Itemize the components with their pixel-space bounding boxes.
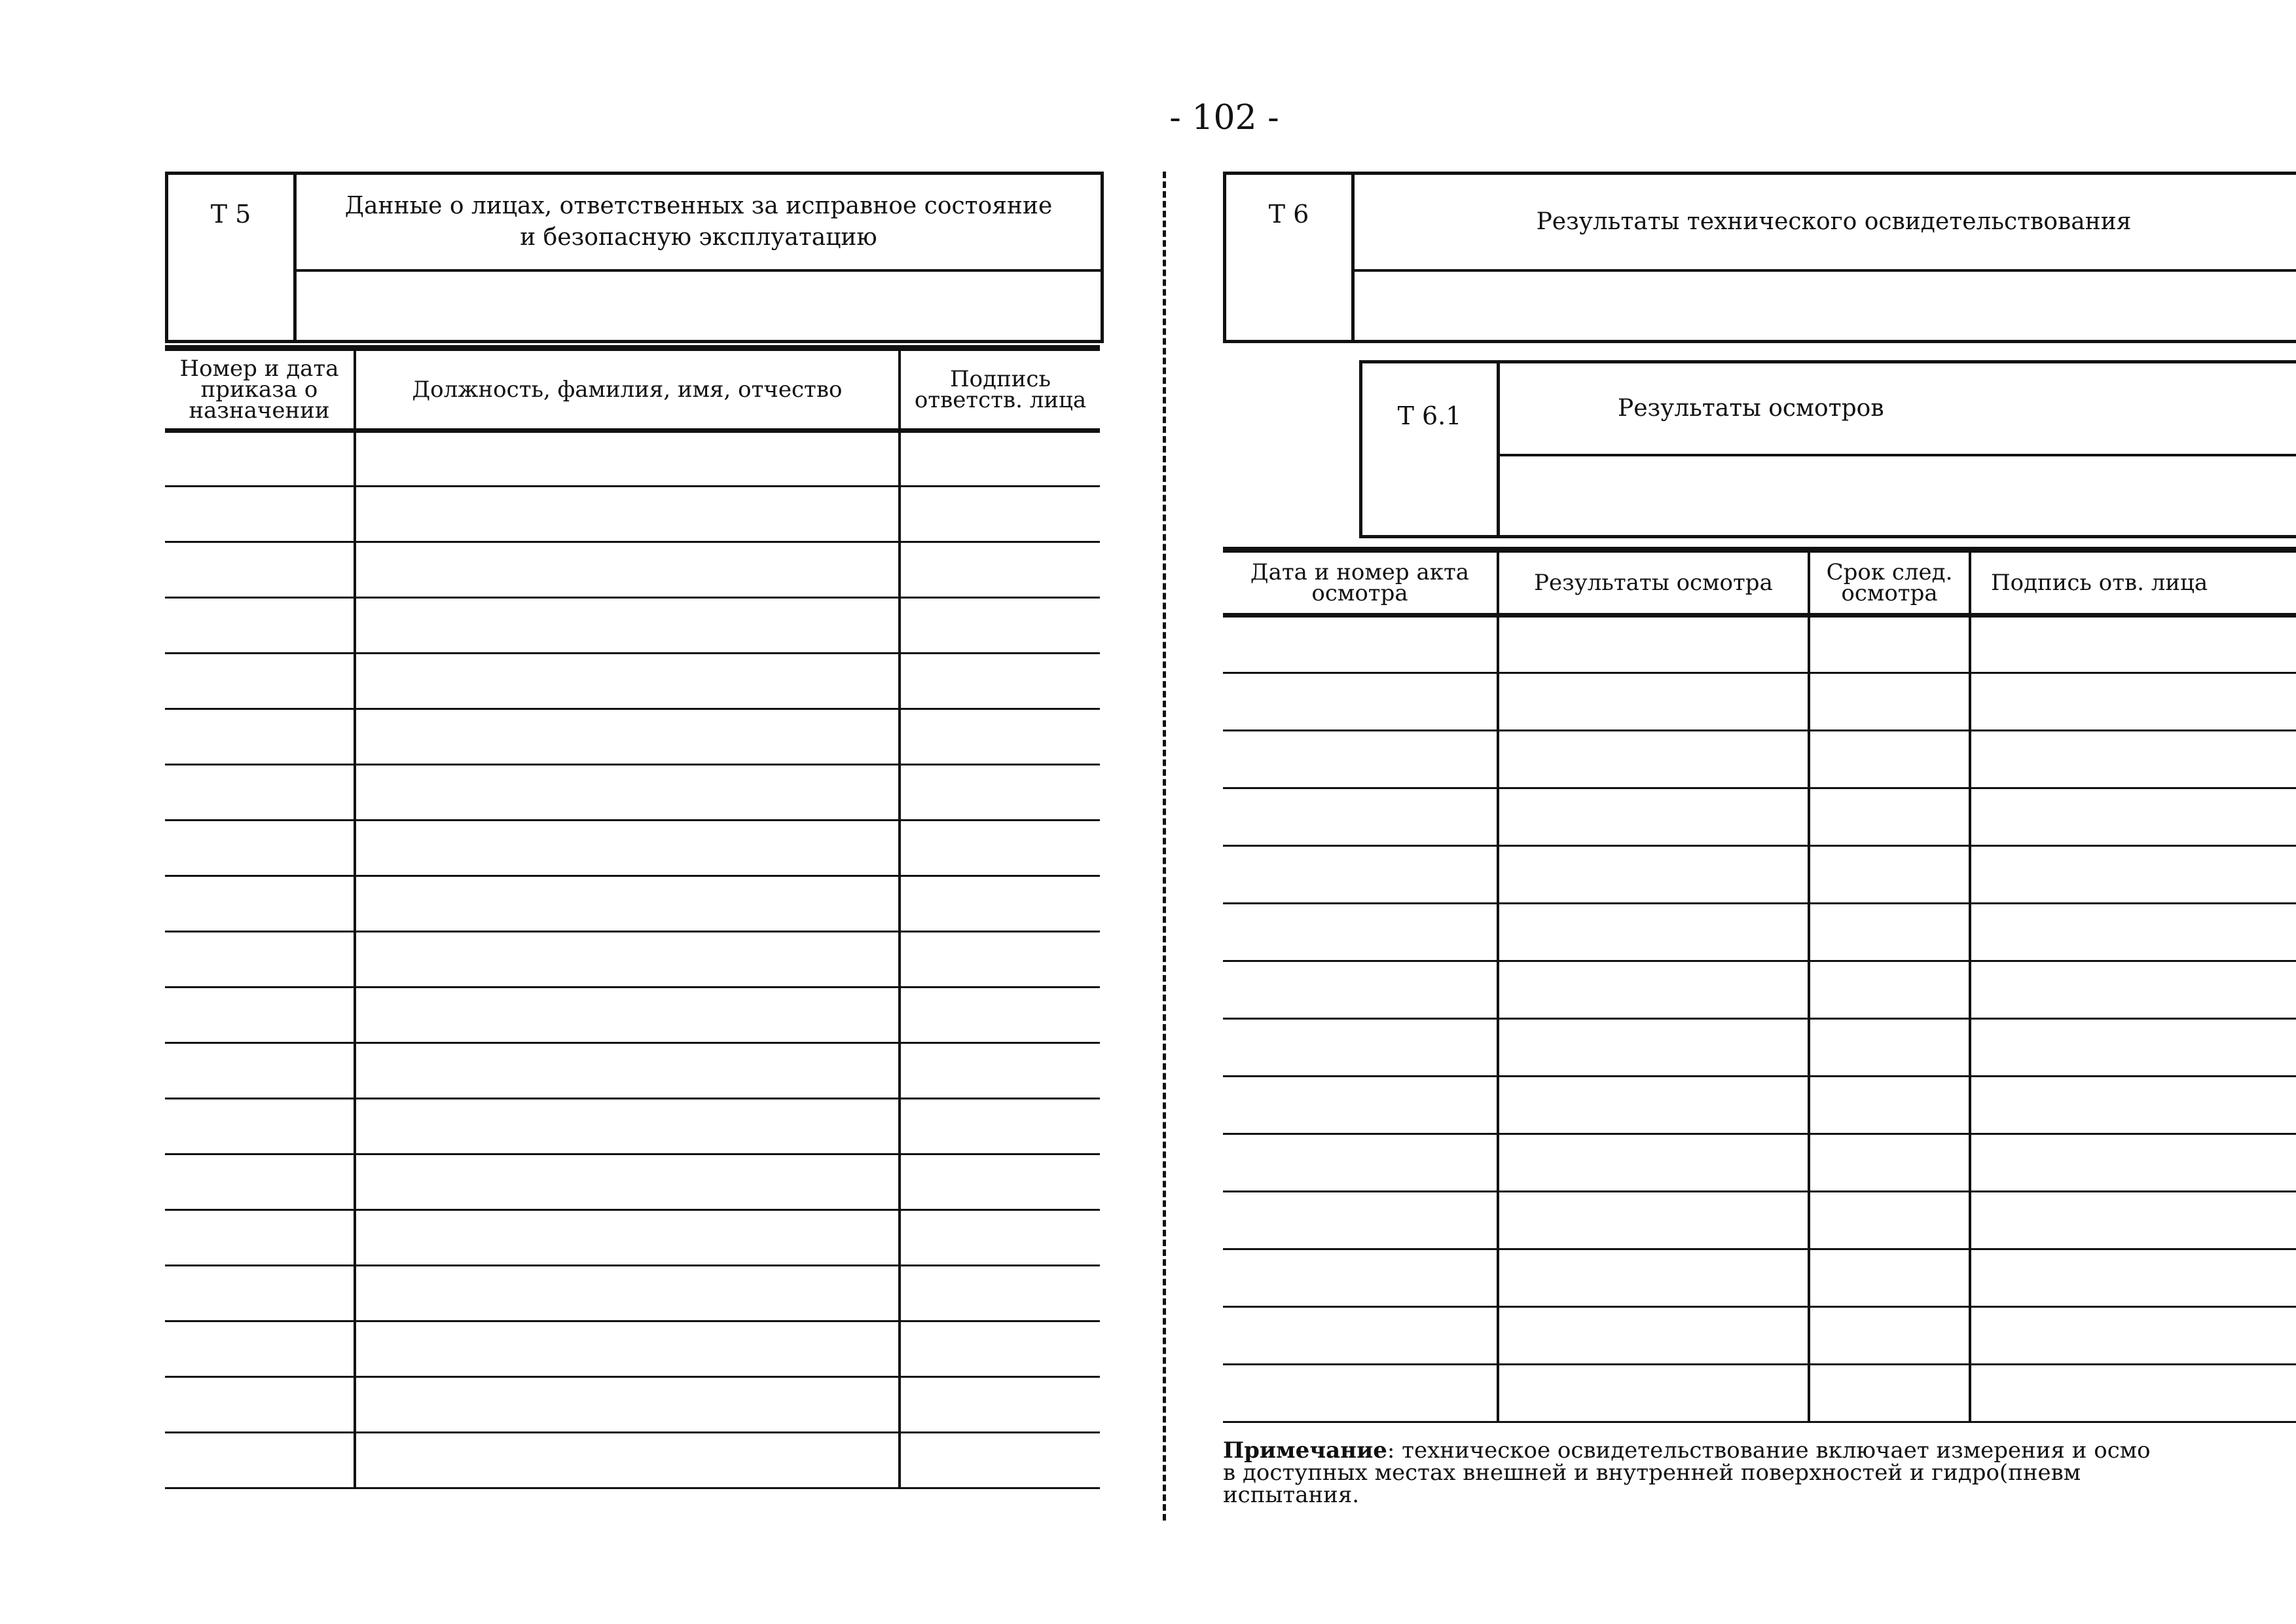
t61-title: Результаты осмотров <box>1500 363 2296 456</box>
table-row <box>1223 1192 2296 1249</box>
table-row <box>165 1099 1100 1154</box>
table-cell[interactable] <box>1970 1192 2296 1249</box>
table-cell[interactable] <box>1970 846 2296 904</box>
table-row <box>165 1043 1100 1099</box>
table-row <box>165 1433 1100 1488</box>
table-cell[interactable] <box>355 1321 900 1377</box>
table-row <box>165 654 1100 709</box>
table-cell[interactable] <box>1498 788 1809 846</box>
table-cell[interactable] <box>1498 1307 1809 1365</box>
table-row <box>1223 788 2296 846</box>
table-cell[interactable] <box>1223 1134 1498 1192</box>
t5-code: Т 5 <box>168 175 297 340</box>
table-cell[interactable] <box>165 431 355 487</box>
table-cell[interactable] <box>1223 961 1498 1019</box>
table-row <box>165 1210 1100 1266</box>
table-cell[interactable] <box>1970 961 2296 1019</box>
table-cell[interactable] <box>355 542 900 598</box>
table-row <box>165 598 1100 654</box>
table-cell[interactable] <box>1223 1249 1498 1307</box>
table-row <box>165 765 1100 821</box>
table-cell[interactable] <box>1970 1134 2296 1192</box>
table-cell[interactable] <box>1970 731 2296 788</box>
table-cell[interactable] <box>1498 1077 1809 1134</box>
table-row <box>165 1266 1100 1321</box>
table-row <box>165 821 1100 876</box>
table-cell[interactable] <box>355 932 900 987</box>
table-cell[interactable] <box>1970 1249 2296 1307</box>
table-cell[interactable] <box>1498 1365 1809 1422</box>
table-cell[interactable] <box>1809 846 1970 904</box>
table-cell[interactable] <box>1970 616 2296 673</box>
table-cell[interactable] <box>1809 1365 1970 1422</box>
t61-col-next: Срок след. осмотра <box>1809 550 1970 616</box>
table-cell[interactable] <box>1223 788 1498 846</box>
table-row <box>165 542 1100 598</box>
table-cell[interactable] <box>1809 1307 1970 1365</box>
table-cell[interactable] <box>1498 961 1809 1019</box>
table-cell[interactable] <box>900 1154 1100 1210</box>
table-cell[interactable] <box>1498 846 1809 904</box>
table-cell[interactable] <box>1223 846 1498 904</box>
table-cell[interactable] <box>1970 788 2296 846</box>
table-cell[interactable] <box>1498 1134 1809 1192</box>
table-cell[interactable] <box>355 487 900 542</box>
table-cell[interactable] <box>355 1433 900 1488</box>
t61-header-box <box>1359 360 2296 538</box>
table-row <box>1223 1307 2296 1365</box>
t5-col-name: Должность, фамилия, имя, отчество <box>355 348 900 431</box>
table-row <box>1223 673 2296 731</box>
t5-table <box>165 345 1100 1489</box>
table-cell[interactable] <box>1498 1192 1809 1249</box>
table-cell[interactable] <box>1809 1249 1970 1307</box>
table-cell[interactable] <box>1809 731 1970 788</box>
table-cell[interactable] <box>1498 904 1809 961</box>
table-cell[interactable] <box>165 1377 355 1433</box>
t61-col-result: Результаты осмотра <box>1498 550 1809 616</box>
table-row <box>165 932 1100 987</box>
table-cell[interactable] <box>1223 904 1498 961</box>
table-cell[interactable] <box>1809 673 1970 731</box>
table-cell[interactable] <box>1809 904 1970 961</box>
table-cell[interactable] <box>1809 1192 1970 1249</box>
table-cell[interactable] <box>1970 1019 2296 1077</box>
note-line2: в доступных местах внешней и внутренней поверхностей и гидро(пневм <box>1223 1460 2081 1486</box>
table-cell[interactable] <box>1970 1077 2296 1134</box>
table-cell[interactable] <box>1498 616 1809 673</box>
table-cell[interactable] <box>1809 1019 1970 1077</box>
table-row <box>165 1154 1100 1210</box>
table-cell[interactable] <box>355 1266 900 1321</box>
table-cell[interactable] <box>900 765 1100 821</box>
t5-body <box>165 431 1100 1488</box>
note-label: Примечание <box>1223 1439 1387 1464</box>
table-cell[interactable] <box>355 1154 900 1210</box>
t5-col-order: Номер и дата приказа о назначении <box>165 348 355 431</box>
note <box>1223 1439 2296 1506</box>
table-row <box>1223 904 2296 961</box>
table-cell[interactable] <box>900 1099 1100 1154</box>
table-cell[interactable] <box>355 876 900 932</box>
table-cell[interactable] <box>900 821 1100 876</box>
table-cell[interactable] <box>1223 616 1498 673</box>
table-cell[interactable] <box>165 932 355 987</box>
table-cell[interactable] <box>1223 1192 1498 1249</box>
table-cell[interactable] <box>1223 1077 1498 1134</box>
t61-col-date: Дата и номер акта осмотра <box>1223 550 1498 616</box>
table-cell[interactable] <box>355 654 900 709</box>
table-cell[interactable] <box>355 821 900 876</box>
table-cell[interactable] <box>1809 1077 1970 1134</box>
table-cell[interactable] <box>165 487 355 542</box>
table-cell[interactable] <box>1498 1019 1809 1077</box>
table-row <box>1223 731 2296 788</box>
t5-col-signature: Подпись ответств. лица <box>900 348 1100 431</box>
table-cell[interactable] <box>1223 1307 1498 1365</box>
table-cell[interactable] <box>165 765 355 821</box>
t5-header-box <box>165 172 1104 343</box>
table-cell[interactable] <box>165 598 355 654</box>
table-row <box>1223 961 2296 1019</box>
table-row <box>1223 1077 2296 1134</box>
table-cell[interactable] <box>900 1433 1100 1488</box>
table-cell[interactable] <box>355 1099 900 1154</box>
table-cell[interactable] <box>165 542 355 598</box>
table-cell[interactable] <box>1970 1307 2296 1365</box>
table-row <box>1223 1249 2296 1307</box>
table-cell[interactable] <box>165 1210 355 1266</box>
table-cell[interactable] <box>900 709 1100 765</box>
t61-col-signature: Подпись отв. лица <box>1970 550 2296 616</box>
table-cell[interactable] <box>355 987 900 1043</box>
table-cell[interactable] <box>1498 1249 1809 1307</box>
table-cell[interactable] <box>165 654 355 709</box>
table-cell[interactable] <box>165 1321 355 1377</box>
table-cell[interactable] <box>1498 731 1809 788</box>
table-cell[interactable] <box>165 709 355 765</box>
table-cell[interactable] <box>165 876 355 932</box>
table-cell[interactable] <box>165 1099 355 1154</box>
table-row <box>1223 846 2296 904</box>
table-row <box>165 1321 1100 1377</box>
table-cell[interactable] <box>355 1210 900 1266</box>
t6-code: Т 6 <box>1226 175 1355 340</box>
table-cell[interactable] <box>1970 1365 2296 1422</box>
table-row <box>165 987 1100 1043</box>
table-cell[interactable] <box>1970 904 2296 961</box>
table-cell[interactable] <box>1809 788 1970 846</box>
table-cell[interactable] <box>355 709 900 765</box>
table-cell[interactable] <box>165 821 355 876</box>
t61-table <box>1223 547 2296 1423</box>
t61-code: Т 6.1 <box>1362 363 1500 535</box>
table-cell[interactable] <box>1223 1365 1498 1422</box>
table-row <box>165 487 1100 542</box>
table-row <box>165 1377 1100 1433</box>
table-row <box>165 876 1100 932</box>
table-cell[interactable] <box>165 1433 355 1488</box>
table-cell[interactable] <box>355 765 900 821</box>
table-cell[interactable] <box>900 598 1100 654</box>
table-cell[interactable] <box>1223 731 1498 788</box>
table-cell[interactable] <box>900 1210 1100 1266</box>
table-row <box>1223 616 2296 673</box>
table-cell[interactable] <box>355 1043 900 1099</box>
table-cell[interactable] <box>900 487 1100 542</box>
page-number: - 102 - <box>1169 98 1279 138</box>
note-line3: испытания. <box>1223 1482 1360 1506</box>
table-row <box>1223 1365 2296 1422</box>
t5-title-line2: и безопасную эксплуатацию <box>520 224 877 251</box>
table-cell[interactable] <box>165 1154 355 1210</box>
table-cell[interactable] <box>1809 616 1970 673</box>
table-row <box>1223 1019 2296 1077</box>
table-cell[interactable] <box>355 598 900 654</box>
table-cell[interactable] <box>1223 1019 1498 1077</box>
table-cell[interactable] <box>1223 673 1498 731</box>
table-cell[interactable] <box>900 1377 1100 1433</box>
note-line1: : техническое освидетельствование включает измерения и осмо <box>1387 1439 2151 1464</box>
table-cell[interactable] <box>900 542 1100 598</box>
table-row <box>1223 1134 2296 1192</box>
t61-body <box>1223 616 2296 1422</box>
table-cell[interactable] <box>900 1266 1100 1321</box>
page-divider <box>1163 172 1166 1521</box>
table-cell[interactable] <box>900 654 1100 709</box>
table-row <box>165 709 1100 765</box>
table-cell[interactable] <box>900 1321 1100 1377</box>
table-row <box>165 431 1100 487</box>
t6-header-box <box>1223 172 2296 343</box>
table-cell[interactable] <box>900 431 1100 487</box>
table-cell[interactable] <box>355 1377 900 1433</box>
table-cell[interactable] <box>1498 673 1809 731</box>
table-cell[interactable] <box>1809 961 1970 1019</box>
table-cell[interactable] <box>1809 1134 1970 1192</box>
t5-title <box>297 175 1101 272</box>
table-cell[interactable] <box>165 987 355 1043</box>
table-cell[interactable] <box>900 932 1100 987</box>
table-cell[interactable] <box>355 431 900 487</box>
table-cell[interactable] <box>165 1043 355 1099</box>
t5-title-line1: Данные о лицах, ответственных за исправное состояние <box>344 193 1053 219</box>
t6-title: Результаты технического освидетельствования <box>1355 175 2296 272</box>
table-cell[interactable] <box>900 1043 1100 1099</box>
table-cell[interactable] <box>1970 673 2296 731</box>
table-cell[interactable] <box>900 987 1100 1043</box>
table-cell[interactable] <box>900 876 1100 932</box>
table-cell[interactable] <box>165 1266 355 1321</box>
